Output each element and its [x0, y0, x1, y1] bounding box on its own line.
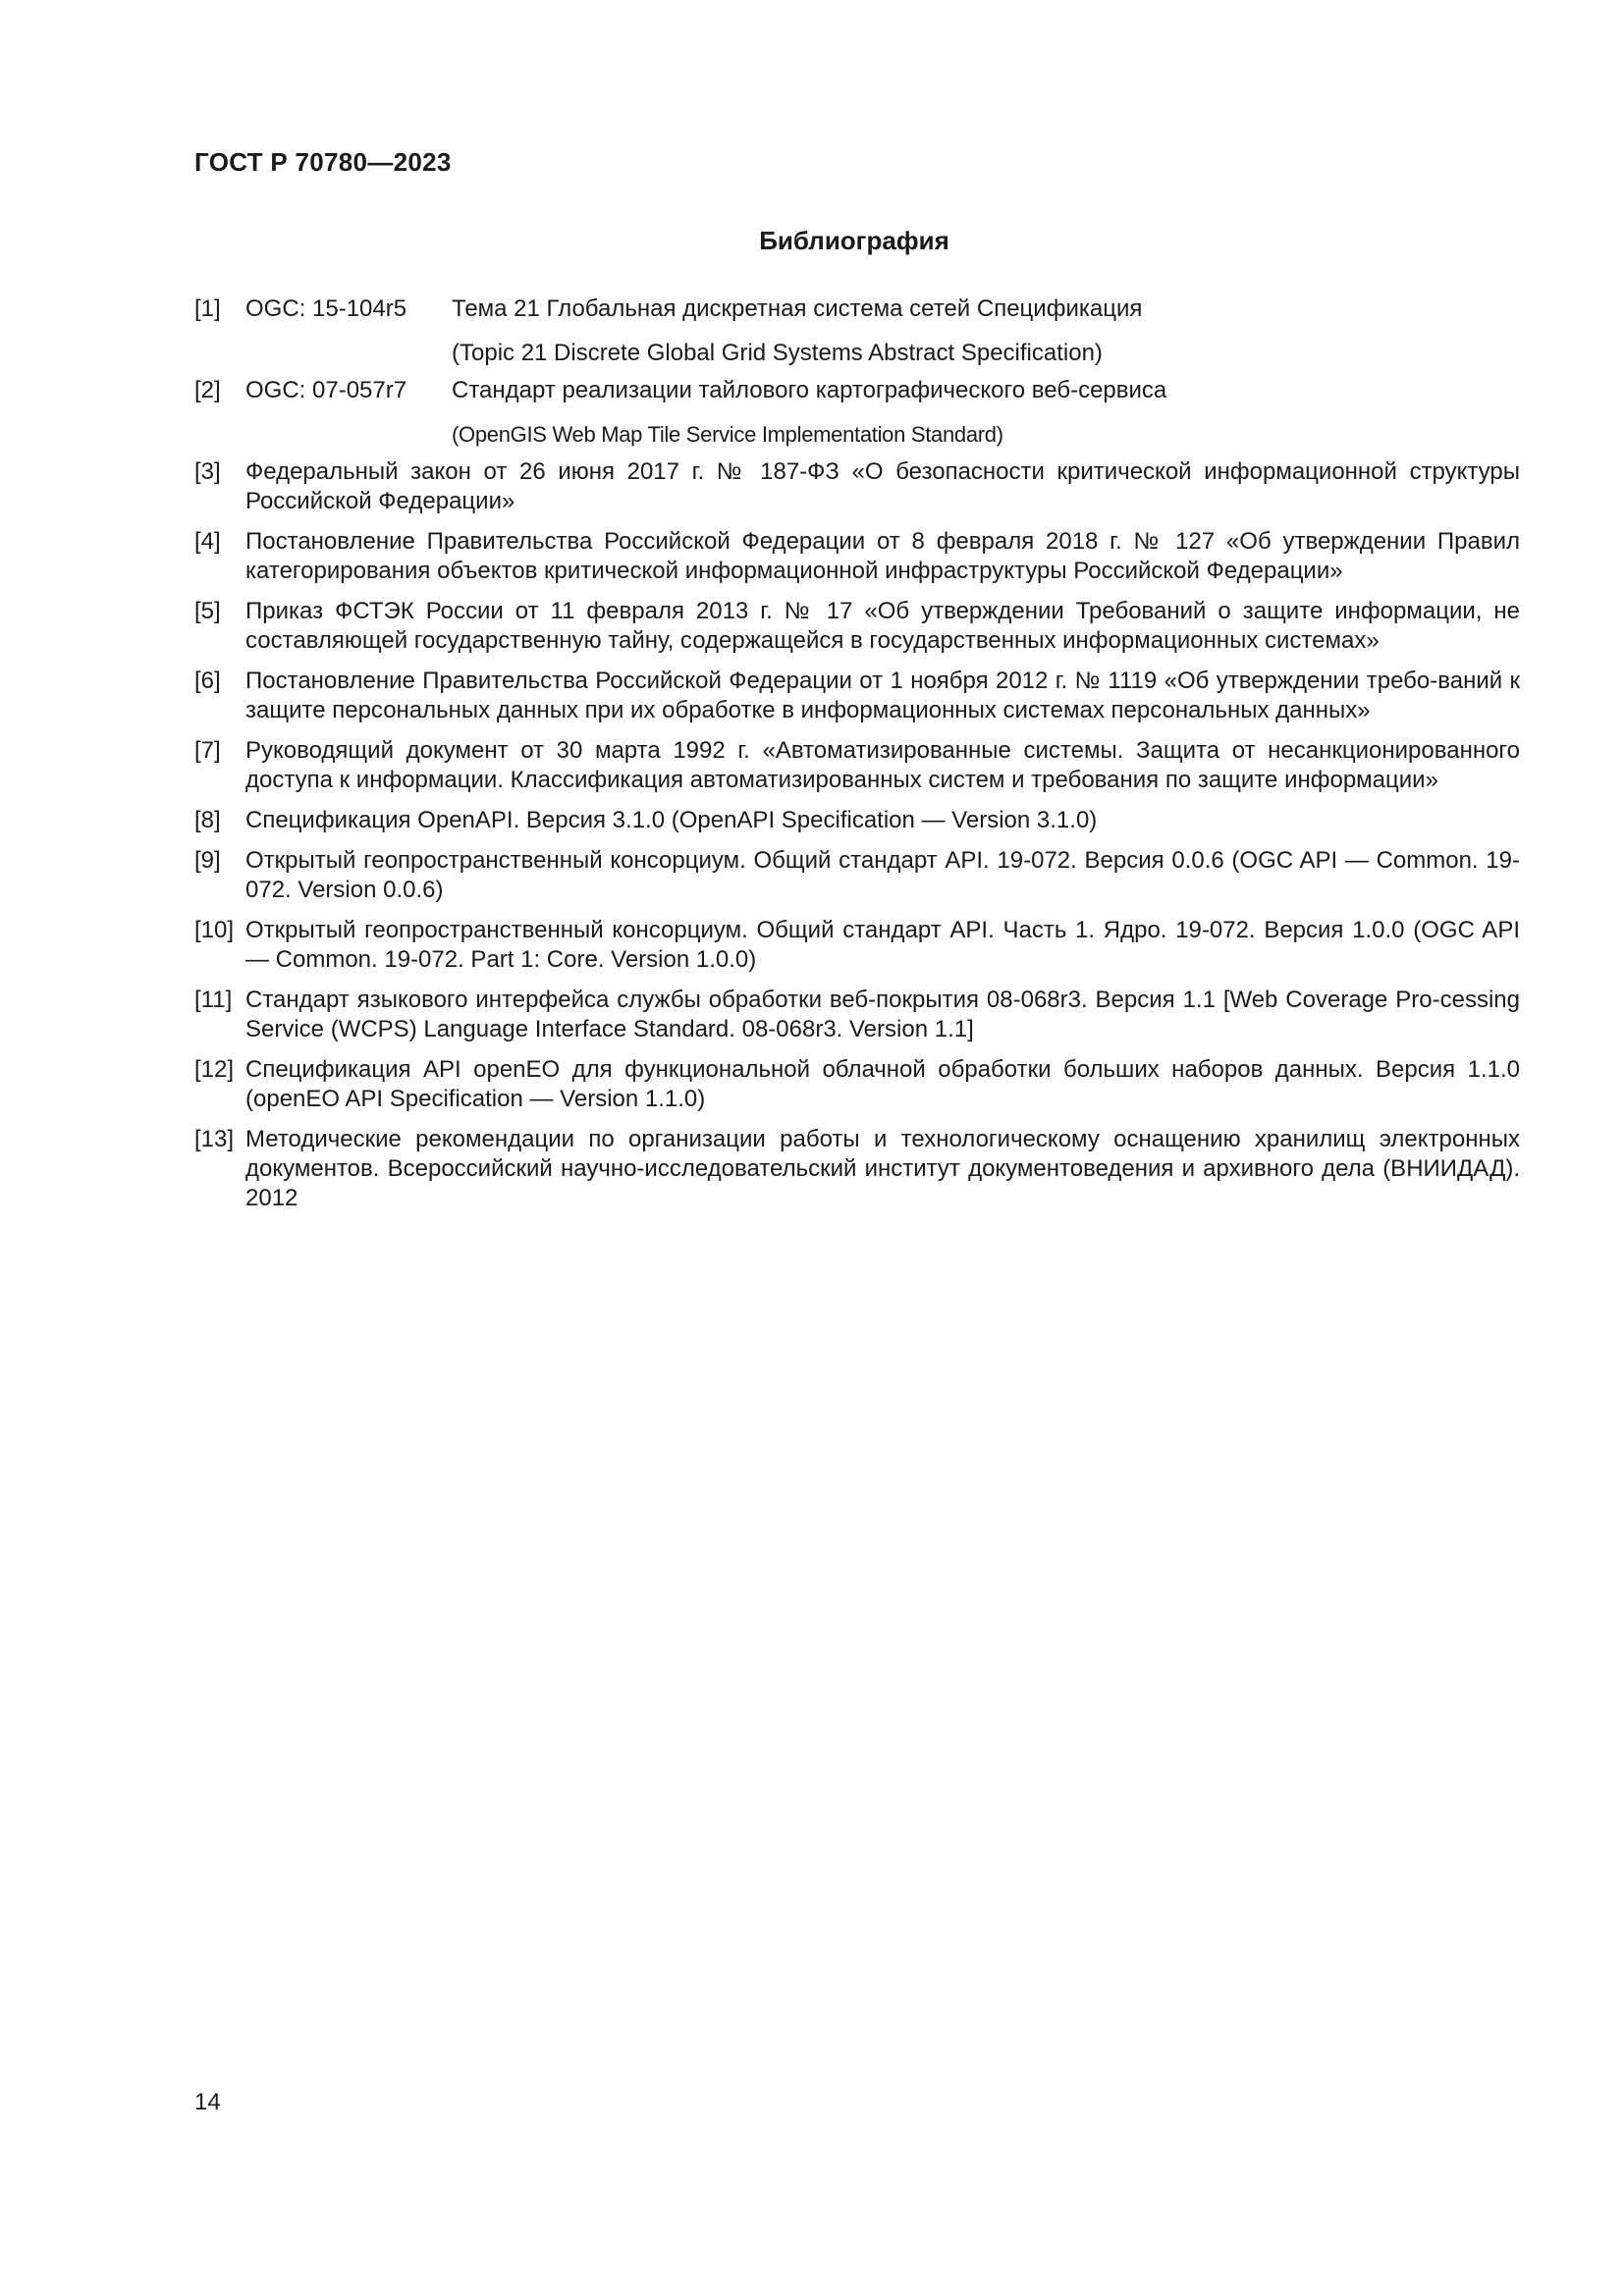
entry-number: [4] — [194, 528, 221, 555]
entry-text: Приказ ФСТЭК России от 11 февраля 2013 г. № 17 «Об утверждении Требований о защите информации, не составляющей государственную тайну, содержащейся в государственных информационных системах» — [245, 598, 1520, 654]
entry-text: Открытый геопространственный консорциум. Общий стандарт API. 19-072. Версия 0.0.6 (OGC API — Common. 19-072. Version 0.0.6) — [245, 847, 1520, 903]
entry-text: Стандарт реализации тайлового картографического веб-сервиса — [452, 377, 1167, 403]
entry-number: [11] — [194, 987, 233, 1013]
entry-text: Методические рекомендации по организации работы и технологическому оснащению хранилищ электронных документов. Всероссийский научно-исследовательский институт документоведения и архивного дела (ВНИИДАД). 2012 — [245, 1126, 1520, 1211]
entry-text: Федеральный закон от 26 июня 2017 г. № 187-ФЗ «О безопасности критической информационной структуры Российской Федерации» — [245, 458, 1520, 514]
bibliography-entry — [194, 1125, 1520, 1213]
bibliography-entry — [194, 1055, 1520, 1114]
standard-code: OGC: 15-104r5 — [245, 295, 407, 322]
entry-text: Руководящий документ от 30 марта 1992 г. «Автоматизированные системы. Защита от несанкционированного доступа к информации. Классификация автоматизированных систем и требования по защите информации» — [245, 737, 1520, 793]
entry-number: [10] — [194, 917, 235, 943]
entry-number: [3] — [194, 458, 221, 485]
entry-text: Стандарт языкового интерфейса службы обработки веб-покрытия 08-068r3. Версия 1.1 [Web Coverage Pro-cessing Service (WCPS) Language Interface Standard. 08-068r3. Version 1.1] — [245, 987, 1520, 1042]
entry-number: [9] — [194, 847, 221, 874]
bibliography-list — [194, 294, 1520, 1224]
entry-number: [12] — [194, 1056, 235, 1083]
bibliography-entry — [194, 294, 1520, 368]
bibliography-entry — [194, 527, 1520, 586]
entry-number: [7] — [194, 737, 221, 764]
entry-text: Тема 21 Глобальная дискретная система сетей Спецификация — [452, 295, 1143, 322]
document-code: ГОСТ Р 70780—2023 — [194, 147, 452, 177]
section-title: Библиография — [759, 226, 949, 255]
entry-number: [1] — [194, 295, 221, 322]
entry-text: Открытый геопространственный консорциум. Общий стандарт API. Часть 1. Ядро. 19-072. Версия 1.0.0 (OGC API — Common. 19-072. Part 1: Core. Version 1.0.0) — [245, 917, 1520, 973]
bibliography-entry — [194, 376, 1520, 450]
bibliography-entry — [194, 736, 1520, 795]
bibliography-entry — [194, 457, 1520, 516]
bibliography-entry — [194, 597, 1520, 656]
entry-original-title: (Topic 21 Discrete Global Grid Systems Abstract Specification) — [452, 340, 1103, 366]
bibliography-entry — [194, 986, 1520, 1044]
entry-text: Спецификация OpenAPI. Версия 3.1.0 (OpenAPI Specification — Version 3.1.0) — [245, 807, 1098, 833]
entry-text: Спецификация API openEO для функциональной облачной обработки больших наборов данных. Версия 1.1.0 (openEO API Specification — Version 1.1.0) — [245, 1056, 1520, 1112]
bibliography-entry — [194, 846, 1520, 905]
entry-text: Постановление Правительства Российской Федерации от 1 ноября 2012 г. № 1119 «Об утверждении требо-ваний к защите персональных данных при их обработке в информационных системах персональных данных» — [245, 667, 1520, 723]
entry-number: [13] — [194, 1126, 235, 1152]
entry-text: Постановление Правительства Российской Федерации от 8 февраля 2018 г. № 127 «Об утверждении Правил категорирования объектов критической информационной инфраструктуры Российской Федерации» — [245, 528, 1520, 584]
bibliography-entry — [194, 806, 1520, 835]
entry-number: [6] — [194, 667, 221, 694]
entry-number: [8] — [194, 807, 221, 833]
standard-code: OGC: 07-057r7 — [245, 377, 407, 403]
entry-number: [5] — [194, 598, 221, 624]
bibliography-entry — [194, 667, 1520, 725]
entry-number: [2] — [194, 377, 221, 403]
page-number: 14 — [194, 2089, 221, 2115]
bibliography-entry — [194, 916, 1520, 975]
entry-original-title: (OpenGIS Web Map Tile Service Implementation Standard) — [452, 422, 1003, 447]
